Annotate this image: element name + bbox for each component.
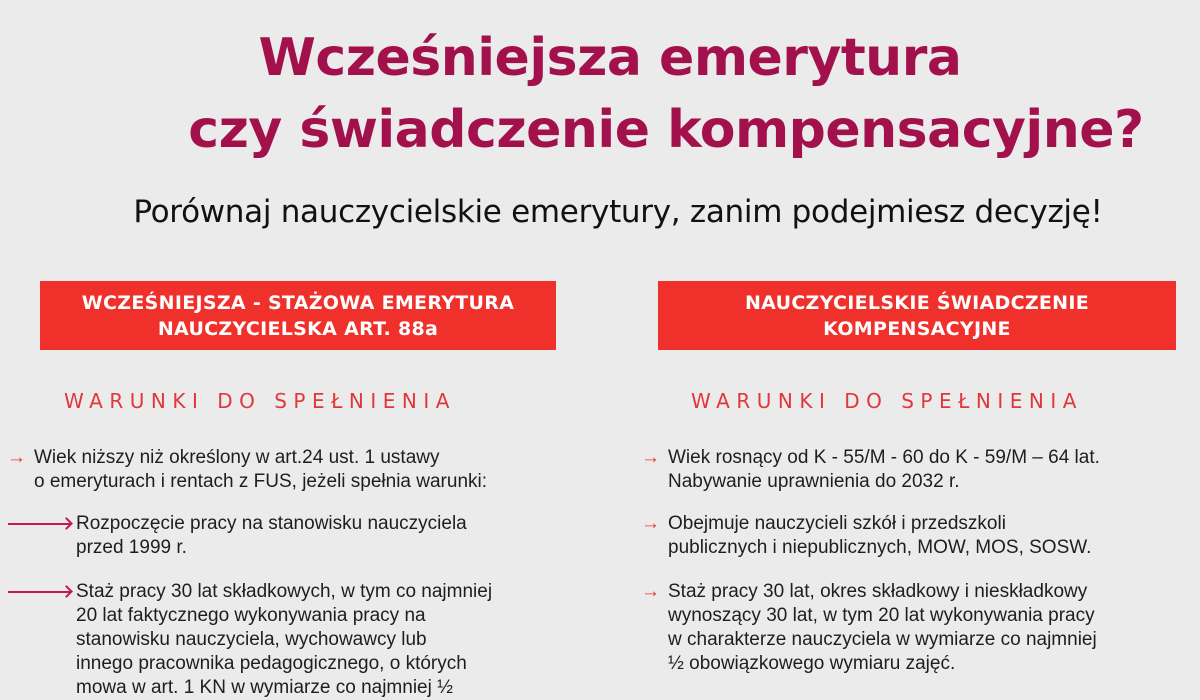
item-line: wynoszący 30 lat, w tym 20 lat wykonywania pracy [668,605,1095,626]
arrow-right-icon: → [7,447,26,468]
arrow-right-icon: → [641,581,660,602]
item-line: Wiek rosnący od K - 55/M - 60 do K - 59/M – 64 lat. [668,447,1100,468]
right-item-1 [641,446,1100,494]
right-item-3 [641,580,1097,676]
right-item-2 [641,512,1092,560]
item-line: innego pracownika pedagogicznego, o których [76,653,467,674]
subtitle: Porównaj nauczycielskie emerytury, zanim podejmiesz decyzję! [133,194,1103,230]
item-line: Staż pracy 30 lat składkowych, w tym co najmniej [76,581,493,602]
arrow-right-icon: → [641,447,660,468]
left-header-box [40,281,556,350]
item-line: przed 1999 r. [76,537,187,558]
title-line-2: czy świadczenie kompensacyjne? [188,100,1144,160]
title-line-1: Wcześniejsza emerytura [258,28,962,88]
left-item-2 [76,512,467,560]
left-item-1 [7,446,488,494]
item-line: 20 lat faktycznego wykonywania pracy na [76,605,426,626]
item-line: Rozpoczęcie pracy na stanowisku nauczyciela [76,513,467,534]
item-line: Obejmuje nauczycieli szkół i przedszkoli [668,513,1006,534]
item-line: stanowisku nauczyciela, wychowawcy lub [76,629,427,650]
long-arrow-right-icon [8,523,70,525]
left-header-line-1: WCZEŚNIEJSZA - STAŻOWA EMERYTURA [81,291,515,314]
item-line: publicznych i niepublicznych, MOW, MOS, SOSW. [668,537,1092,558]
right-header-line-1: NAUCZYCIELSKIE ŚWIADCZENIE [744,291,1090,314]
item-line: Nabywanie uprawnienia do 2032 r. [668,471,960,492]
long-arrow-right-icon [8,591,70,593]
left-item-3 [76,580,492,700]
item-line: ½ obowiązkowego wymiaru zajęć. [668,653,956,674]
right-conditions-label: WARUNKI DO SPEŁNIENIA [691,389,1083,413]
item-line: Wiek niższy niż określony w art.24 ust. 1 ustawy [34,447,440,468]
arrow-right-icon: → [641,513,660,534]
left-header-line-2: NAUCZYCIELSKA ART. 88a [157,317,439,340]
right-header-line-2: KOMPENSACYJNE [823,317,1011,340]
item-line: w charakterze nauczyciela w wymiarze co najmniej [668,629,1097,650]
left-conditions-label: WARUNKI DO SPEŁNIENIA [64,389,456,413]
item-line: o emeryturach i rentach z FUS, jeżeli spełnia warunki: [34,471,488,492]
item-line: Staż pracy 30 lat, okres składkowy i nieskładkowy [668,581,1088,602]
item-line: mowa w art. 1 KN w wymiarze co najmniej ½ [76,677,453,698]
right-header-box [658,281,1176,350]
